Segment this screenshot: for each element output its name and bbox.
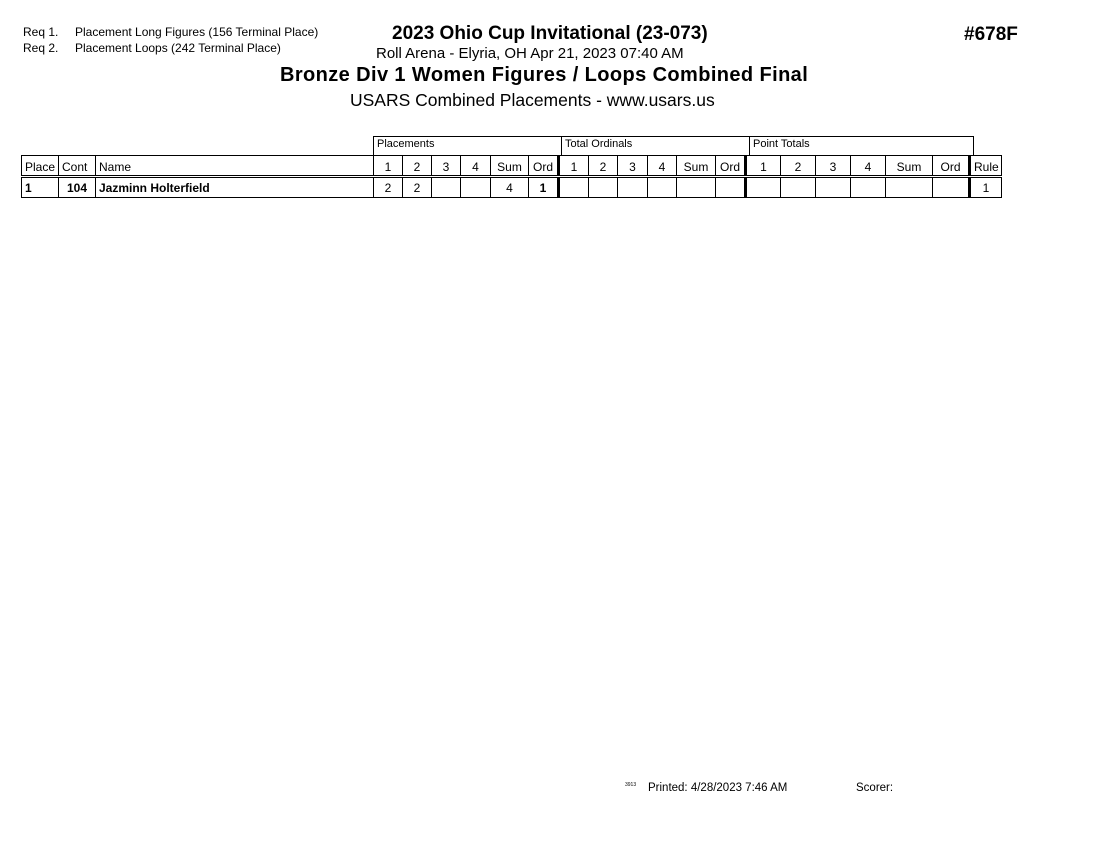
- group-header-end-line: [973, 136, 974, 156]
- cell-placement-ord: 1: [529, 177, 559, 198]
- cell-points-sum: [886, 177, 933, 198]
- cell-cont: 104: [59, 177, 96, 198]
- col-name: Name: [96, 156, 374, 177]
- group-total-ordinals: Total Ordinals: [561, 136, 749, 156]
- cell-placement-3: [432, 177, 461, 198]
- footer-code: 3913: [625, 782, 637, 788]
- cell-ordinal-sum: [677, 177, 716, 198]
- cell-placement-2: 2: [403, 177, 432, 198]
- cell-ordinal-3: [618, 177, 648, 198]
- cell-points-3: [816, 177, 851, 198]
- col-placement-ord: Ord: [529, 156, 559, 177]
- requirement-text: Placement Loops (242 Terminal Place): [75, 41, 281, 55]
- table-row: [22, 177, 1002, 198]
- col-ordinal-ord: Ord: [716, 156, 746, 177]
- col-placement-3: 3: [432, 156, 461, 177]
- cell-points-2: [781, 177, 816, 198]
- event-number: #678F: [964, 24, 1018, 45]
- col-ordinal-2: 2: [589, 156, 618, 177]
- group-placements: Placements: [373, 136, 561, 156]
- event-subtitle: USARS Combined Placements - www.usars.us: [350, 90, 715, 110]
- competition-title: 2023 Ohio Cup Invitational (23-073): [392, 23, 708, 44]
- cell-ordinal-1: [559, 177, 589, 198]
- col-ordinal-4: 4: [648, 156, 677, 177]
- requirement-1: [23, 25, 318, 39]
- scorer-label: Scorer:: [856, 782, 894, 794]
- requirement-number: Req 1.: [23, 25, 59, 39]
- col-place: Place: [22, 156, 59, 177]
- col-placement-sum: Sum: [491, 156, 529, 177]
- col-placement-4: 4: [461, 156, 491, 177]
- cell-name: Jazminn Holterfield: [96, 177, 374, 198]
- col-placement-2: 2: [403, 156, 432, 177]
- requirement-text: Placement Long Figures (156 Terminal Place): [75, 25, 319, 39]
- cell-rule: 1: [970, 177, 1002, 198]
- venue-date: Roll Arena - Elyria, OH Apr 21, 2023 07:40 AM: [376, 45, 684, 62]
- col-rule: Rule: [970, 156, 1002, 177]
- cell-ordinal-4: [648, 177, 677, 198]
- col-points-4: 4: [851, 156, 886, 177]
- col-points-3: 3: [816, 156, 851, 177]
- col-ordinal-3: 3: [618, 156, 648, 177]
- cell-placement-1: 2: [374, 177, 403, 198]
- table-header-row: [22, 156, 1002, 177]
- results-table: [21, 155, 1002, 198]
- col-ordinal-1: 1: [559, 156, 589, 177]
- requirement-number: Req 2.: [23, 41, 59, 55]
- col-points-ord: Ord: [933, 156, 970, 177]
- col-placement-1: 1: [374, 156, 403, 177]
- cell-place: 1: [22, 177, 59, 198]
- cell-points-1: [746, 177, 781, 198]
- cell-points-4: [851, 177, 886, 198]
- cell-placement-sum: 4: [491, 177, 529, 198]
- cell-ordinal-ord: [716, 177, 746, 198]
- col-points-2: 2: [781, 156, 816, 177]
- printed-timestamp: Printed: 4/28/2023 7:46 AM: [648, 782, 788, 794]
- col-points-1: 1: [746, 156, 781, 177]
- cell-ordinal-2: [589, 177, 618, 198]
- col-ordinal-sum: Sum: [677, 156, 716, 177]
- col-cont: Cont: [59, 156, 96, 177]
- requirement-2: [23, 41, 281, 55]
- group-point-totals: Point Totals: [749, 136, 974, 156]
- col-points-sum: Sum: [886, 156, 933, 177]
- cell-placement-4: [461, 177, 491, 198]
- event-title: Bronze Div 1 Women Figures / Loops Combined Final: [280, 64, 809, 86]
- cell-points-ord: [933, 177, 970, 198]
